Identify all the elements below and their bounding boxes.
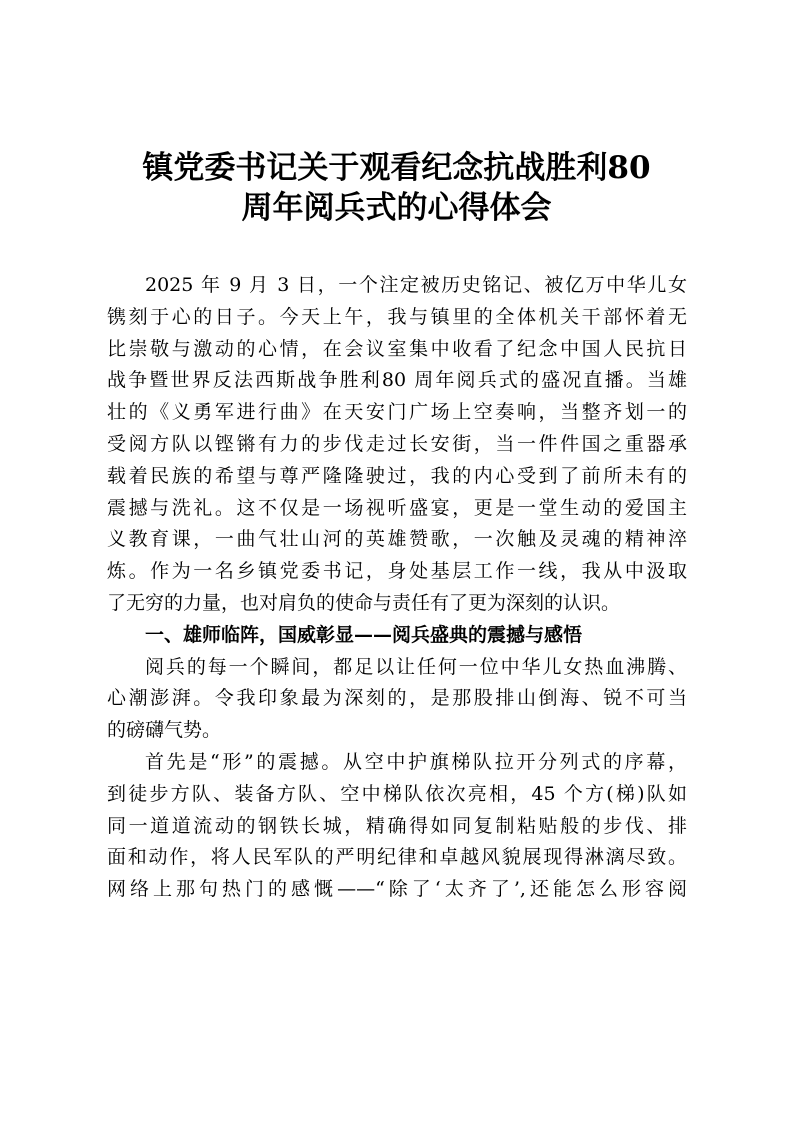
text-line: 战争暨世界反法西斯战争胜利80 周年阅兵式的盛况直播。当雄 xyxy=(107,369,687,392)
title-line-2: 周年阅兵式的心得体会 xyxy=(241,190,552,226)
text-line: 面和动作，将人民军队的严明纪律和卓越风貌展现得淋漓尽致。 xyxy=(107,846,687,869)
text-line: 炼。作为一名乡镇党委书记，身处基层工作一线，我从中汲取 xyxy=(107,560,687,583)
text-line: 2025 年 9 月 3 日，一个注定被历史铭记、被亿万中华儿女 xyxy=(145,274,687,296)
text-line: 震撼与洗礼。这不仅是一场视听盛宴，更是一堂生动的爱国主 xyxy=(107,496,687,519)
text-line: 心潮澎湃。令我印象最为深刻的，是那股排山倒海、锐不可当 xyxy=(107,687,687,710)
text-line: 载着民族的希望与尊严隆隆驶过，我的内心受到了前所未有的 xyxy=(107,464,687,487)
text-line: 首先是“形”的震撼。从空中护旗梯队拉开分列式的序幕， xyxy=(145,750,687,773)
paragraph-impression xyxy=(107,652,687,747)
section-heading xyxy=(107,620,687,652)
text-line: 到徒步方队、装备方队、空中梯队依次亮相，45 个方(梯)队如 xyxy=(107,782,687,805)
text-line: 的磅礴气势。 xyxy=(107,719,222,742)
text-line: 了无穷的力量，也对肩负的使命与责任有了更为深刻的认识。 xyxy=(107,591,621,614)
paragraph-form xyxy=(107,747,687,906)
text-line: 义教育课，一曲气壮山河的英雄赞歌，一次触及灵魂的精神淬 xyxy=(107,528,687,551)
text-line: 同一道道流动的钢铁长城，精确得如同复制粘贴般的步伐、排 xyxy=(107,814,687,837)
text-line: 镌刻于心的日子。今天上午，我与镇里的全体机关干部怀着无 xyxy=(107,305,687,328)
document-title xyxy=(100,148,693,228)
text-line: 网络上那句热门的感慨——“除了‘太齐了’,还能怎么形容阅 xyxy=(107,878,687,901)
heading-line: 一、雄师临阵，国威彰显——阅兵盛典的震撼与感悟 xyxy=(145,623,583,646)
document-body xyxy=(107,270,687,906)
text-line: 阅兵的每一个瞬间，都足以让任何一位中华儿女热血沸腾、 xyxy=(145,655,687,678)
text-line: 受阅方队以铿锵有力的步伐走过长安街，当一件件国之重器承 xyxy=(107,432,687,455)
title-line-1: 镇党委书记关于观看纪念抗战胜利80 xyxy=(142,150,651,186)
text-line: 壮的《义勇军进行曲》在天安门广场上空奏响，当整齐划一的 xyxy=(107,401,687,424)
text-line: 比崇敬与激动的心情，在会议室集中收看了纪念中国人民抗日 xyxy=(107,337,687,360)
paragraph-intro xyxy=(107,270,687,620)
